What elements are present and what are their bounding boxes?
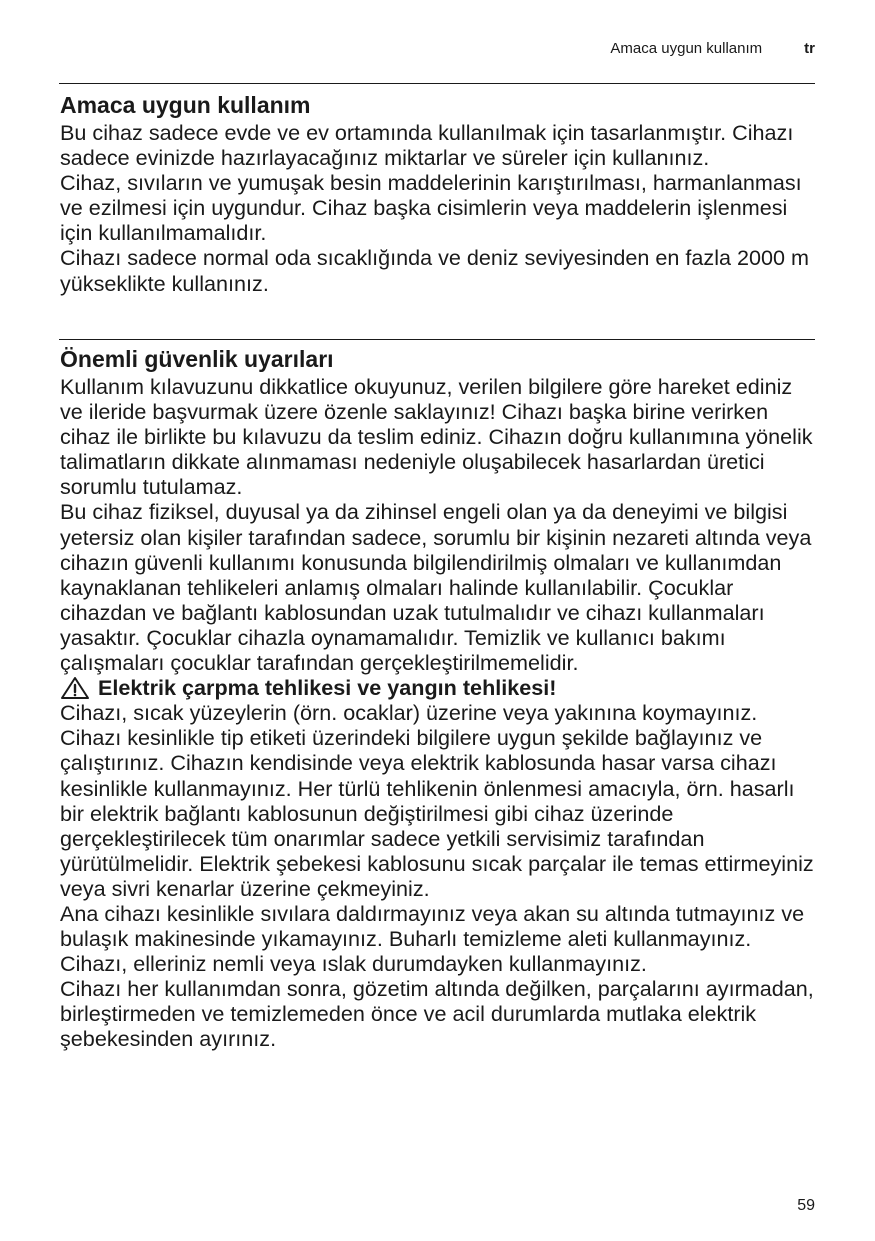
section-title: Amaca uygun kullanım <box>60 92 311 118</box>
page-number: 59 <box>797 1197 815 1214</box>
paragraph: Cihazı sadece normal oda sıcaklığında ve deniz seviyesinden en fazla 2000 m yükseklikte kullanınız. <box>60 245 810 296</box>
warning-title: Elektrik çarpma tehlikesi ve yangın tehlikesi! <box>98 675 557 701</box>
paragraph: Cihazı her kullanımdan sonra, gözetim altında değilken, parçalarını ayırmadan, birleştirmeden ve temizlemeden önce ve acil durumlarda mutlaka elektrik şebekesinden ayırınız. <box>60 976 814 1052</box>
warning-heading <box>60 675 820 700</box>
paragraph: Ana cihazı kesinlikle sıvılara daldırmayınız veya akan su altında tutmayınız ve bulaşık makinesinde yıkamayınız. Buharlı temizleme aleti kullanmayınız. Cihazı, elleriniz nemli veya ıslak durumdayken kullanmayınız. <box>60 900 805 977</box>
section-title: Önemli güvenlik uyarıları <box>60 346 334 372</box>
paragraph: Bu cihaz fiziksel, duyusal ya da zihinsel engeli olan ya da deneyimi ve bilgisi yetersiz olan kişiler tarafından sadece, sorumlu bir kişinin nezareti altında veya cihazın güvenli kullanımı konusunda bilgilendirilmiş olmaları ve kullanımdan kaynaklanan tehlikeleri anlamış olmaları halinde kullanılabilir. Çocuklar cihazdan ve bağlantı kablosundan uzak tutulmalıdır ve cihazı kullanmaları yasaktır. Çocuklar cihazla oynamamalıdır. Temizlik ve kullanıcı bakımı çalışmaları çocuklar tarafından gerçekleştirilmemelidir. <box>60 499 812 676</box>
running-title: Amaca uygun kullanım <box>610 40 763 57</box>
paragraph: Kullanım kılavuzunu dikkatlice okuyunuz, verilen bilgilere göre hareket ediniz ve ileride başvurmak üzere özenle saklayınız! Cihazı başka birine verirken cihaz ile birlikte bu kılavuzu da teslim ediniz. Cihazın doğru kullanımına yönelik talimatların dikkate alınmaması nedeniyle oluşabilecek hasarlardan üretici sorumlu tutulamaz. <box>60 374 813 500</box>
section-intended-use <box>60 90 820 296</box>
running-header <box>610 40 815 57</box>
language-code: tr <box>804 40 815 57</box>
paragraph: Cihaz, sıvıların ve yumuşak besin maddelerinin karıştırılması, harmanlanması ve ezilmesi için uygundur. Cihaz başka cisimlerin veya maddelerin işlenmesi için kullanılmamalıdır. <box>60 170 802 246</box>
paragraph: Cihazı, sıcak yüzeylerin (örn. ocaklar) üzerine veya yakınına koymayınız. <box>60 700 758 726</box>
section-divider <box>59 339 815 340</box>
paragraph: Cihazı kesinlikle tip etiketi üzerindeki bilgilere uygun şekilde bağlayınız ve çalıştırınız. Cihazın kendisinde veya elektrik kablosunda hasar varsa cihazı kesinlikle kullanmayınız. Her türlü tehlikenin önlenmesi amacıyla, örn. hasarlı bir elektrik bağlantı kablosunun değiştirilmesi gibi cihaz üzerinde gerçekleştirilecek tüm onarımlar sadece yetkili servisimiz tarafından yürütülmelidir. Elektrik şebekesi kablosunu sıcak parçalar ile temas ettirmeyiniz veya sivri kenarlar üzerine çekmeyiniz. <box>60 725 814 901</box>
paragraph: Bu cihaz sadece evde ve ev ortamında kullanılmak için tasarlanmıştır. Cihazı sadece evinizde hazırlayacağınız miktarlar ve süreler için kullanınız. <box>60 120 794 171</box>
top-divider <box>59 83 815 84</box>
warning-triangle-icon <box>60 676 90 700</box>
section-safety-warnings <box>60 344 820 1052</box>
